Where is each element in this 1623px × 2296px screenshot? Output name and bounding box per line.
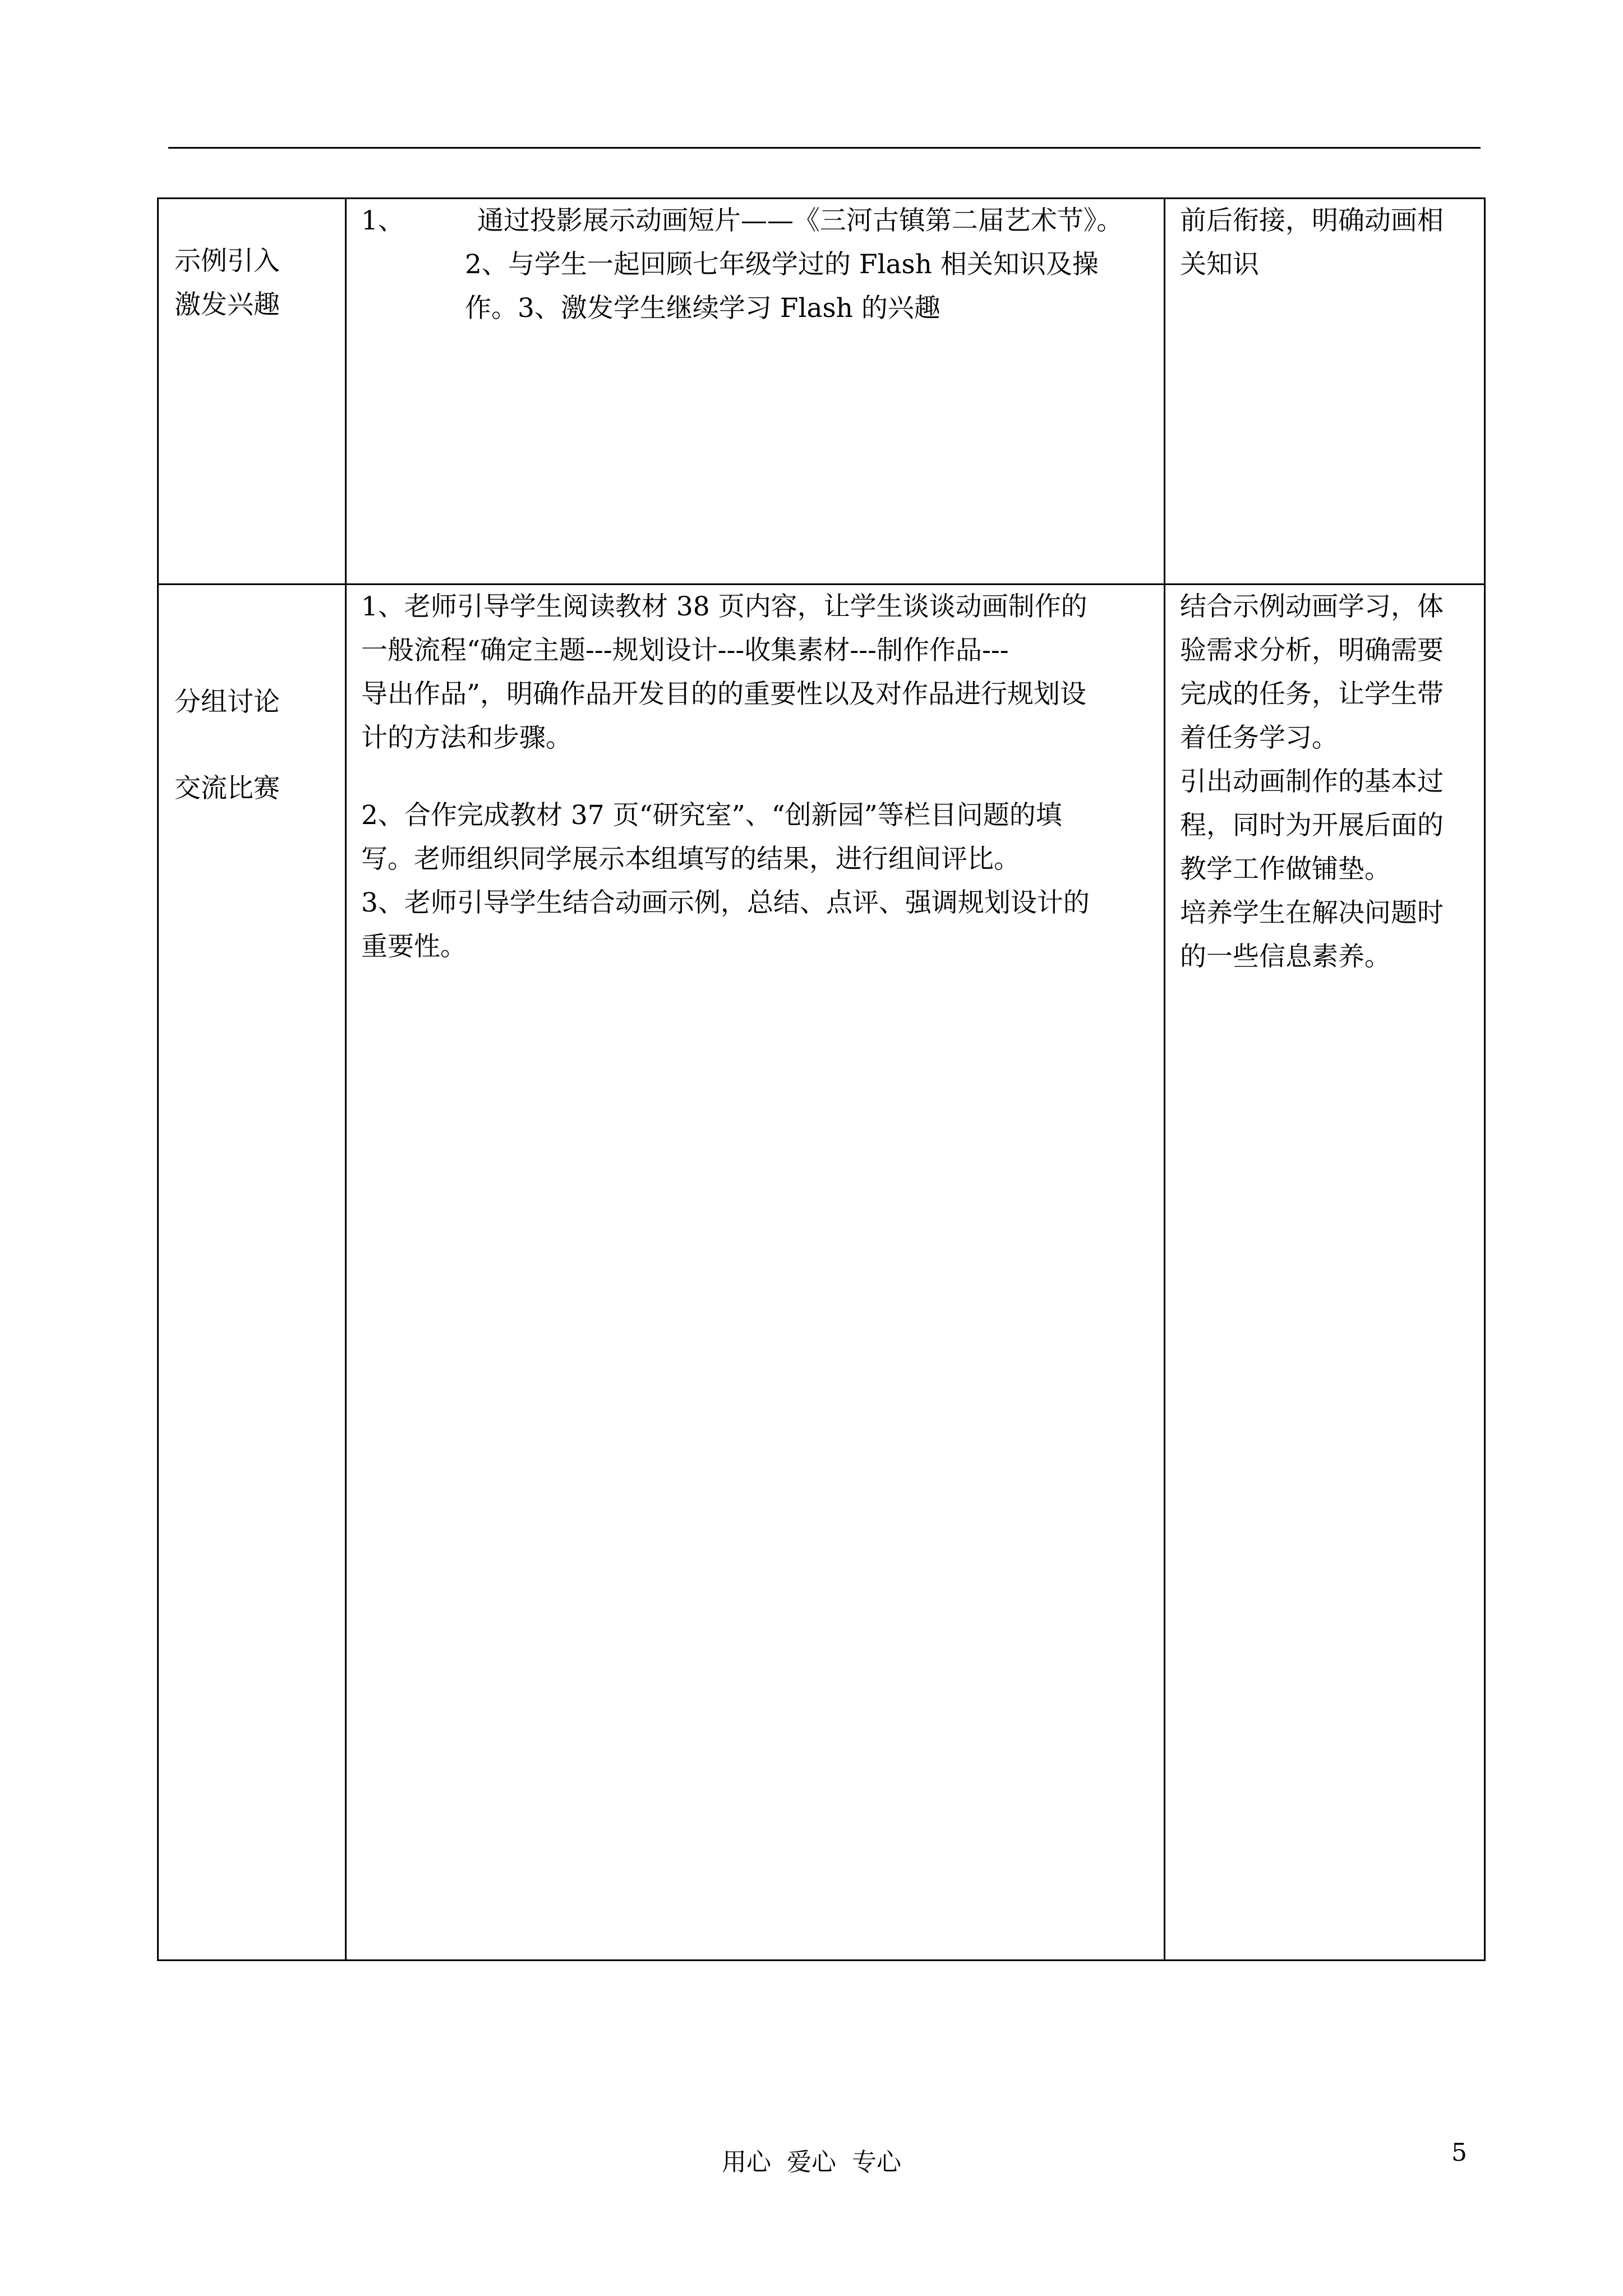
purpose-line: 完成的任务，让学生带 [1180,679,1444,710]
purpose-line: 结合示例动画学习，体 [1180,591,1444,622]
purpose-line: 着任务学习。 [1180,723,1338,753]
activity-line: 2、与学生一起回顾七年级学过的 Flash 相关知识及操 [465,249,1099,280]
purpose-line: 培养学生在解决问题时 [1180,898,1444,928]
activity-line: 重要性。 [361,931,467,962]
footer-motto: 用心 爱心 专心 [722,2148,901,2177]
activity-line: 1、老师引导学生阅读教材 38 页内容，让学生谈谈动画制作的 [361,591,1087,622]
activity-line [361,199,1151,243]
purpose-line: 教学工作做铺垫。 [1180,854,1391,885]
activity-line: 计的方法和步骤。 [361,723,572,753]
lesson-plan-table [157,197,1486,1961]
activity-line: 写。老师组织同学展示本组填写的结果，进行组间评比。 [361,844,1020,875]
activity-line: 3、老师引导学生结合动画示例，总结、点评、强调规划设计的 [361,887,1090,918]
purpose-cell [1165,199,1485,585]
purpose-line: 引出动画制作的基本过 [1180,766,1444,797]
activity-line: 作。3、激发学生继续学习 Flash 的兴趣 [465,293,940,324]
paragraph-gap [361,760,1151,794]
activity-line: 一般流程“确定主题---规划设计---收集素材---制作作品--- [361,635,1009,666]
item-text: 通过投影展示动画短片——《三河古镇第二届艺术节》。 [477,205,1123,236]
stage-label: 激发兴趣 [174,289,280,320]
header-rule [168,147,1481,149]
purpose-line: 前后衔接，明确动画相 [1180,205,1444,236]
activity-cell [346,585,1165,1961]
page-number: 5 [1451,2138,1467,2167]
item-number: 1、 [361,205,404,236]
activity-line: 2、合作完成教材 37 页“研究室”、“创新园”等栏目问题的填 [361,800,1062,831]
table-row [158,199,1485,585]
purpose-line: 验需求分析，明确需要 [1180,635,1444,666]
purpose-line: 的一些信息素养。 [1180,941,1391,972]
table-row [158,585,1485,1961]
stage-cell [158,199,346,585]
purpose-line: 关知识 [1180,249,1259,280]
stage-cell [158,585,346,1961]
stage-label: 示例引入 [174,246,280,277]
activity-cell [346,199,1165,585]
stage-label: 分组讨论 [174,687,280,717]
purpose-cell [1165,585,1485,1961]
stage-label: 交流比赛 [174,773,280,804]
purpose-line: 程，同时为开展后面的 [1180,810,1444,841]
activity-line: 导出作品”，明确作品开发目的的重要性以及对作品进行规划设 [361,679,1087,710]
